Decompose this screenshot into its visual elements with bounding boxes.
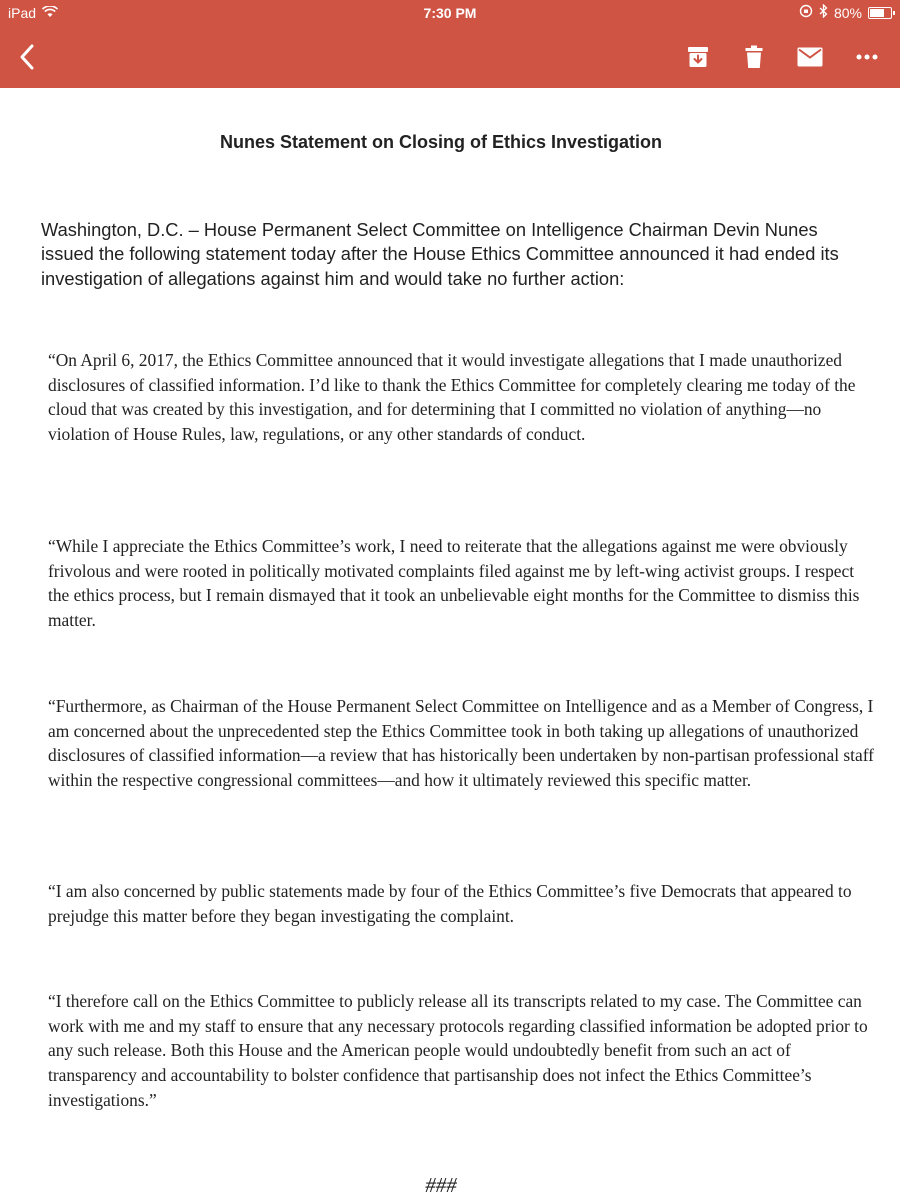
bluetooth-icon <box>819 4 828 21</box>
battery-percent: 80% <box>833 4 862 21</box>
status-bar <box>0 0 900 26</box>
statement-paragraph: “While I appreciate the Ethics Committee’s work, I need to reiterate that the allegations against me were obviously frivolous and were rooted in politically motivated complaints filed against me by left-wing activist groups. I respect the ethics process, but I remain dismayed that it took an unbelievable eight months for the Committee to dismiss this matter. <box>48 536 860 631</box>
delete-button[interactable] <box>737 40 771 74</box>
mail-toolbar <box>0 26 900 88</box>
archive-button[interactable] <box>681 40 715 74</box>
mail-icon <box>797 47 823 67</box>
status-right <box>799 4 892 21</box>
status-time: 7:30 PM <box>423 5 477 21</box>
statement-paragraph: “On April 6, 2017, the Ethics Committee announced that it would investigate allegations that I made unauthorized disclosures of classified information. I’d like to thank the Ethics Committee for completely clearing me today of the cloud that was created by this investigation, and for determining that I committed no violation of anything—no violation of House Rules, law, regulations, or any other standards of conduct. <box>48 350 856 445</box>
more-button[interactable] <box>850 40 884 74</box>
trash-icon <box>745 45 763 69</box>
archive-icon <box>687 46 709 68</box>
statement-paragraph: “Furthermore, as Chairman of the House Permanent Select Committee on Intelligence and as a Member of Congress, I am concerned about the unprecedented step the Ethics Committee took in both taking up allegations of unauthorized disclosures of classified information—a review that has historically been undertaken by non-partisan professional staff within the respective congressional committees—and how it ultimately reviewed this specific matter. <box>48 696 874 791</box>
statement-intro: Washington, D.C. – House Permanent Select Committee on Intelligence Chairman Devin Nunes issued the following statement today after the House Ethics Committee announced it had ended its investigation of allegations against him and would take no further action: <box>41 219 839 289</box>
battery-fill <box>870 9 884 17</box>
statement-title: Nunes Statement on Closing of Ethics Investigation <box>219 132 663 152</box>
orientation-lock-icon <box>799 4 813 21</box>
closing-mark: ### <box>425 1173 457 1197</box>
more-icon <box>856 54 878 60</box>
statement-paragraph: “I therefore call on the Ethics Committee to publicly release all its transcripts related to my case. The Committee can work with me and my staff to ensure that any necessary protocols regarding classified information be adopted prior to any such release. Both this House and the American people would undoubtedly benefit from such an act of transparency and accountability to bolster confidence that partisanship does not infect the Ethics Committee’s investigations.” <box>48 991 868 1110</box>
back-button[interactable] <box>10 40 44 74</box>
mark-unread-button[interactable] <box>793 40 827 74</box>
device-label: iPad <box>8 5 37 21</box>
battery-icon <box>868 7 892 19</box>
back-chevron-icon <box>17 43 37 71</box>
statement-paragraph: “I am also concerned by public statements made by four of the Ethics Committee’s five Democrats that appeared to prejudge this matter before they began investigating the complaint. <box>48 881 852 926</box>
